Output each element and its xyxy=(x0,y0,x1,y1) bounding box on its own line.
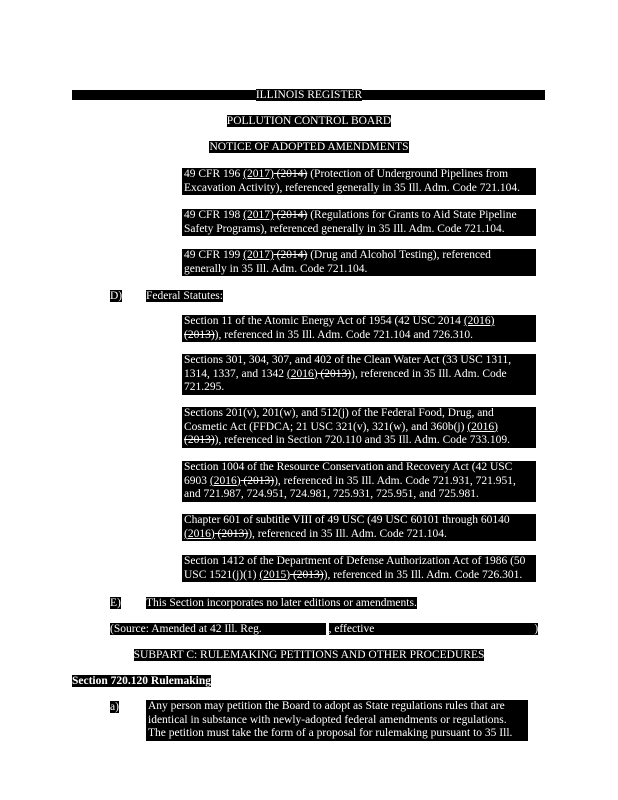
statute-item-6: Section 1412 of the Department of Defense Authorization Act of 1986 (50 USC 1521(j)(1) (2015) (2013)), referenced in 35 Ill. Adm. Code 726.301. xyxy=(182,555,536,582)
statute-item-2: Sections 301, 304, 307, and 402 of the Clean Water Act (33 USC 1311, 1314, 1337, and 1342 (2016) (2013)), referenced in 35 Ill. Adm. Code 721.295. xyxy=(182,354,536,395)
statute-item-4: Section 1004 of the Resource Conservation and Recovery Act (42 USC 6903 (2016) (2013)), referenced in 35 Ill. Adm. Code 721.931, 721.951, and 721.987, 724.951, 724.981, 725.931, 725.951, and 725.981. xyxy=(182,461,536,502)
section-heading: Section 720.120 Rulemaking xyxy=(72,675,211,687)
section-d-title: Federal Statutes: xyxy=(146,290,223,302)
cfr-item-2: 49 CFR 198 (2017) (2014) (Regulations for Grants to Aid State Pipeline Safety Programs), referenced generally in 35 Ill. Adm. Code 721.104. xyxy=(182,209,536,236)
board-title: POLLUTION CONTROL BOARD xyxy=(226,115,392,127)
statute-item-3: Sections 201(v), 201(w), and 512(j) of the Federal Food, Drug, and Cosmetic Act (FFDCA; 21 USC 321(v), 321(w), and 360b(j) (2016) (2013)), referenced in Section 720.110 and 35 Ill. Adm. Code 733.109. xyxy=(182,407,536,448)
subpart-heading: SUBPART C: RULEMAKING PETITIONS AND OTHER PROCEDURES xyxy=(133,649,485,661)
statute-item-5: Chapter 601 of subtitle VIII of 49 USC (49 USC 60101 through 60140 (2016) (2013)), referenced in 35 Ill. Adm. Code 721.104. xyxy=(182,514,536,541)
para-a-label: a) xyxy=(110,701,119,713)
para-a-text: Any person may petition the Board to adopt as State regulations rules that are identical in substance with newly-adopted federal amendments or regulations. The petition must take the form of a proposal for rulemaking pursuant to 35 Ill. xyxy=(146,700,528,741)
statute-item-1: Section 11 of the Atomic Energy Act of 1954 (42 USC 2014 (2016) (2013)), referenced in 35 Ill. Adm. Code 721.104 and 726.310. xyxy=(182,315,536,342)
source-line: (Source: Amended at 42 Ill. Reg. , effective ) xyxy=(110,623,539,635)
section-d-label: D) xyxy=(110,290,123,302)
cfr-item-1: 49 CFR 196 (2017) (2014) (Protection of Underground Pipelines from Excavation Activity), referenced generally in 35 Ill. Adm. Code 721.104. xyxy=(182,168,536,195)
cfr-item-3: 49 CFR 199 (2017) (2014) (Drug and Alcohol Testing), referenced generally in 35 Ill. Adm. Code 721.104. xyxy=(182,249,536,276)
register-title: ILLINOIS REGISTER xyxy=(255,89,363,101)
notice-title: NOTICE OF ADOPTED AMENDMENTS xyxy=(209,141,409,153)
section-e-label: E) xyxy=(110,597,121,609)
section-e-text: This Section incorporates no later editions or amendments. xyxy=(146,597,417,609)
